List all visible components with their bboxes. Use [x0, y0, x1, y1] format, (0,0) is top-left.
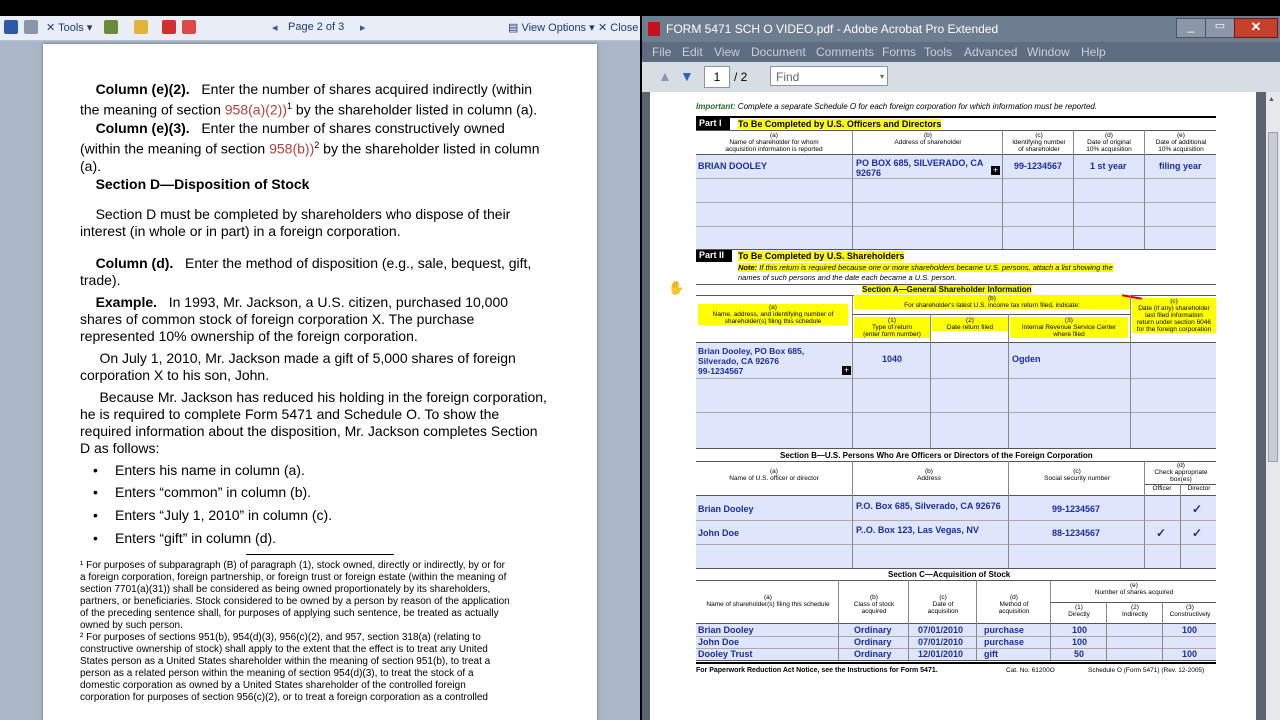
- title-bar: [642, 16, 1280, 42]
- menu-tools[interactable]: Tools: [924, 45, 953, 59]
- scroll-up-icon[interactable]: ▲: [1268, 96, 1275, 103]
- menu-comments[interactable]: Comments: [816, 45, 875, 59]
- july-paragraph: On July 1, 2010, Mr. Jackson made a gift of 5,000 shares of foreign corporation X to his son, John.: [80, 350, 516, 383]
- section-b-header-a: (a) Name of U.S. officer or director: [729, 468, 819, 482]
- minimize-button[interactable]: _: [1176, 18, 1206, 38]
- highlight-icon[interactable]: [104, 20, 118, 34]
- section-c-row2-class[interactable]: Ordinary: [854, 637, 892, 647]
- section-b-header-c: (c) Social security number: [1044, 468, 1110, 482]
- bullet-item: • Enters “common” in column (b).: [93, 484, 312, 500]
- footer-schedule-rev: Schedule O (Form 5471) (Rev. 12-2005): [1088, 667, 1205, 674]
- because-paragraph: Because Mr. Jackson has reduced his holding in the foreign corporation, he is required to complete Form 5471 and Schedule O. To show the required information about the disposition, Mr. Jackson completes Section D as follows:: [80, 389, 547, 456]
- section-c-row1-date[interactable]: 07/01/2010: [918, 625, 964, 635]
- section-c-row3-name[interactable]: Dooley Trust: [698, 649, 753, 659]
- section-c-header-b: (b) Class of stock acquired: [853, 594, 895, 615]
- part1-header-b: (b) Address of shareholder: [894, 132, 962, 146]
- part1-header-a: (a) Name of shareholder for whom acquisition information is reported: [725, 132, 823, 153]
- column-e2-paragraph: Column (e)(2). Enter the number of shares acquired indirectly (within the meaning of section 958(a)(2))$^1$ by the shareholder listed in column (a).: [80, 81, 538, 118]
- previous-page-icon[interactable]: ▲: [658, 68, 672, 84]
- section-b-officer-header: Officer: [1152, 485, 1172, 492]
- document-page: [43, 44, 597, 720]
- window-title: FORM 5471 SCH O VIDEO.pdf - Adobe Acrobat Pro Extended: [666, 22, 999, 36]
- section-958a2-link[interactable]: 958(a)(2)): [224, 101, 288, 118]
- menu-window[interactable]: Window: [1027, 45, 1070, 59]
- section-c-row1-direct[interactable]: 100: [1072, 625, 1088, 635]
- section-c-row1-method[interactable]: purchase: [984, 625, 1025, 635]
- section-b-row2-ssn[interactable]: 88-1234567: [1052, 528, 1101, 538]
- section-c-row2-name[interactable]: John Doe: [698, 637, 740, 647]
- part1-title: To Be Completed by U.S. Officers and Directors: [738, 119, 942, 129]
- section-c-row1-constructive[interactable]: 100: [1182, 625, 1198, 635]
- footnote-divider: [246, 554, 394, 555]
- markup-icon[interactable]: [162, 20, 176, 34]
- section-c-row3-class[interactable]: Ordinary: [854, 649, 892, 659]
- part1-header-d: (d) Date of original 10% acquisition: [1086, 132, 1132, 153]
- bullet-item: • Enters “gift” in column (d).: [93, 530, 277, 546]
- section-a-header-c: (c) Date (if any) shareholder last filed information return under section 6046 for the foreign corporation: [1132, 298, 1216, 333]
- section-a-header-date: (2) Date return filed: [932, 317, 1008, 331]
- footnote-1: ¹ For purposes of subparagraph (B) of paragraph (1), stock owned, directly or indirectly, by or for a foreign corporation, foreign partnership, or foreign trust or foreign estate (within the meaning of section 7701(a)(31)) shall be considered as being owned proportionately by its shareholders, partners, or beneficiaries. Stock considered to be owned by a person by reason of the application of the preceding sentence shall, for purposes of applying such sentence, be treated as actually owned by such person.: [80, 560, 510, 631]
- section-d-paragraph: Section D must be completed by shareholders who dispose of their interest (in whole or in part) in a foreign corporation.: [80, 206, 511, 239]
- next-page-icon[interactable]: ▸: [360, 22, 366, 34]
- part2-title: To Be Completed by U.S. Shareholders: [738, 251, 905, 261]
- print-icon[interactable]: [24, 20, 38, 34]
- menu-bar: [642, 42, 1280, 62]
- section-b-row2-officer-checkbox[interactable]: ✓: [1156, 526, 1167, 540]
- maximize-button[interactable]: ▭: [1205, 18, 1235, 38]
- part1-date-additional-field[interactable]: filing year: [1159, 161, 1202, 171]
- section-c-header-indirect: (2) Indirectly: [1121, 604, 1148, 618]
- section-c-row3-direct[interactable]: 50: [1074, 649, 1085, 659]
- part1-date-original-field[interactable]: 1 st year: [1090, 161, 1127, 171]
- section-b-row2-name[interactable]: John Doe: [698, 528, 740, 538]
- section-b-row1-name[interactable]: Brian Dooley: [698, 504, 754, 514]
- pdf-document-area: [642, 92, 1266, 720]
- section-c-header-c: (c) Date of acquisition: [927, 594, 959, 615]
- section-c-row1-class[interactable]: Ordinary: [854, 625, 892, 635]
- pdf-icon: [648, 22, 660, 36]
- next-page-arrow-icon[interactable]: ▼: [680, 68, 694, 84]
- section-c-row1-name[interactable]: Brian Dooley: [698, 625, 754, 635]
- section-c-header-constructive: (3) Constructively: [1169, 604, 1211, 618]
- part1-tag: Part I: [696, 118, 730, 130]
- section-c-header-d: (d) Method of acquisition: [998, 594, 1030, 615]
- menu-edit[interactable]: Edit: [682, 45, 703, 59]
- section-c-title: Section C—Acquisition of Stock: [888, 570, 1011, 579]
- section-c-row3-method[interactable]: gift: [984, 649, 998, 659]
- column-d-paragraph: Column (d). Enter the method of disposition (e.g., sale, bequest, gift, trade).: [80, 255, 532, 288]
- section-a-title: Section A—General Shareholder Information: [862, 285, 1032, 294]
- vertical-scrollbar[interactable]: [1266, 92, 1280, 720]
- menu-view[interactable]: View: [714, 45, 740, 59]
- section-c-row2-date[interactable]: 07/01/2010: [918, 637, 964, 647]
- form-page: [650, 92, 1256, 720]
- expand-field-icon[interactable]: +: [843, 365, 850, 375]
- part1-header-c: (c) Identifying number of shareholder: [1012, 132, 1066, 153]
- section-a-type-field[interactable]: 1040: [882, 354, 903, 364]
- section-b-row1-director-checkbox[interactable]: ✓: [1192, 502, 1203, 516]
- page-indicator: Page 2 of 3: [288, 21, 345, 33]
- left-document-viewer: [0, 16, 640, 720]
- footer-cat-number: Cat. No. 61200O: [1006, 667, 1055, 674]
- find-input[interactable]: [770, 66, 888, 86]
- important-note: Important: Complete a separate Schedule O for each foreign corporation for which information must be reported.: [696, 102, 1098, 111]
- menu-document[interactable]: Document: [751, 45, 806, 59]
- part1-name-field[interactable]: BRIAN DOOLEY: [698, 161, 768, 171]
- section-c-row3-date[interactable]: 12/01/2010: [918, 649, 964, 659]
- find-dropdown-icon[interactable]: ▾: [879, 72, 884, 81]
- section-c-row3-constructive[interactable]: 100: [1182, 649, 1198, 659]
- menu-advanced[interactable]: Advanced: [964, 45, 1018, 59]
- section-b-header-d: (d) Check appropriate box(es): [1154, 462, 1208, 483]
- left-toolbar: [0, 16, 640, 41]
- part2-note-line2: names of such persons and the date each became a U.S. person.: [738, 273, 957, 282]
- section-c-header-e: (e) Number of shares acquired: [1094, 582, 1174, 596]
- section-b-row1-ssn[interactable]: 99-1234567: [1052, 504, 1101, 514]
- view-options-button[interactable]: ▤ View Options ▾: [508, 22, 595, 34]
- section-b-title: Section B—U.S. Persons Who Are Officers or Directors of the Foreign Corporation: [780, 451, 1093, 460]
- section-a-header-type: (1) Type of return (enter form number): [854, 317, 930, 338]
- bullet-item: • Enters his name in column (a).: [93, 462, 305, 478]
- section-c-header-direct: (1) Directly: [1068, 604, 1090, 618]
- part1-address-field[interactable]: PO BOX 685, SILVERADO, CA 92676: [856, 158, 984, 178]
- bullet-item: • Enters “July 1, 2010” in column (c).: [93, 507, 333, 523]
- section-b-director-header: Director: [1187, 485, 1211, 492]
- section-c-row2-direct[interactable]: 100: [1072, 637, 1088, 647]
- part2-note: Note: If this return is required because one or more shareholders became U.S. persons, attach a list showing the: [738, 263, 1113, 272]
- section-a-header-b: (b) For shareholder's latest U.S. income tax return filed, indicate:: [854, 295, 1130, 309]
- part2-tag: Part II: [696, 250, 732, 262]
- footnote-2: ² For purposes of sections 951(b), 954(d)(3), 956(c)(2), and 957, section 318(a) (relating to constructive ownership of stock) shall apply to the extent that the effect is to treat any United States person as a United States shareholder within the meaning of section 951(b), to treat a person as a related person within the meaning of section 954(d)(3), to treat the stock of a domestic corporation as owned by a United States shareholder of the controlled foreign corporation for purposes of section 956(c)(2), or to treat a foreign corporation as a controlled: [80, 632, 491, 703]
- section-a-center-field[interactable]: Ogden: [1012, 354, 1041, 364]
- tools-menu[interactable]: ✕ Tools ▾: [46, 22, 93, 34]
- page-number-input[interactable]: 1: [704, 66, 730, 88]
- save-icon[interactable]: [4, 20, 18, 34]
- part1-header-e: (e) Date of additional 10% acquisition: [1155, 132, 1207, 153]
- acrobat-toolbar: [642, 62, 1280, 93]
- acrobat-window: [642, 16, 1280, 720]
- folder-icon[interactable]: [134, 20, 148, 34]
- menu-file[interactable]: File: [652, 45, 672, 59]
- find-placeholder: Find: [776, 70, 800, 84]
- expand-field-icon[interactable]: +: [992, 165, 999, 175]
- column-e3-paragraph: Column (e)(3). Enter the number of shares constructively owned (within the meaning of section 958(b))$^2$ by the shareholder listed in column (a).: [80, 120, 540, 174]
- section-c-header-a: (a) Name of shareholder(s) filing this schedule: [706, 594, 830, 608]
- section-d-heading: Section D—Disposition of Stock: [95, 176, 310, 192]
- prev-page-icon[interactable]: ◂: [272, 22, 278, 34]
- pen-icon[interactable]: [182, 20, 196, 34]
- example-paragraph: Example. In 1993, Mr. Jackson, a U.S. citizen, purchased 10,000 shares of common stock of foreign corporation X. The purchase represented 10% ownership of the foreign corporation.: [80, 294, 509, 344]
- close-window-button[interactable]: ✕: [1234, 18, 1278, 38]
- footer-paperwork-notice: For Paperwork Reduction Act Notice, see the Instructions for Form 5471.: [696, 667, 938, 674]
- scroll-thumb[interactable]: [1268, 132, 1278, 462]
- menu-forms[interactable]: Forms: [882, 45, 916, 59]
- section-c-row2-method[interactable]: purchase: [984, 637, 1025, 647]
- close-button[interactable]: ✕ Close: [598, 22, 639, 34]
- section-a-header-center: (3) Internal Revenue Service Center where filed: [1010, 317, 1128, 338]
- section-b-row2-address[interactable]: P..O. Box 123, Las Vegas, NV: [856, 525, 979, 535]
- page-total: / 2: [734, 70, 748, 84]
- section-958b-link[interactable]: 958(b)): [269, 140, 315, 157]
- menu-help[interactable]: Help: [1081, 45, 1106, 59]
- section-b-row1-address[interactable]: P.O. Box 685, Silverado, CA 92676: [856, 501, 1001, 511]
- section-b-row2-director-checkbox[interactable]: ✓: [1192, 526, 1203, 540]
- section-a-name-field[interactable]: Brian Dooley, PO Box 685, Silverado, CA 92676 99-1234567: [698, 346, 805, 376]
- section-b-header-b: (b) Address: [917, 468, 941, 482]
- section-a-header-a: (a) Name, address, and identifying number of shareholder(s) filing this schedule: [698, 304, 848, 325]
- part1-id-field[interactable]: 99-1234567: [1014, 161, 1063, 171]
- hand-cursor-icon: ✋: [668, 280, 685, 295]
